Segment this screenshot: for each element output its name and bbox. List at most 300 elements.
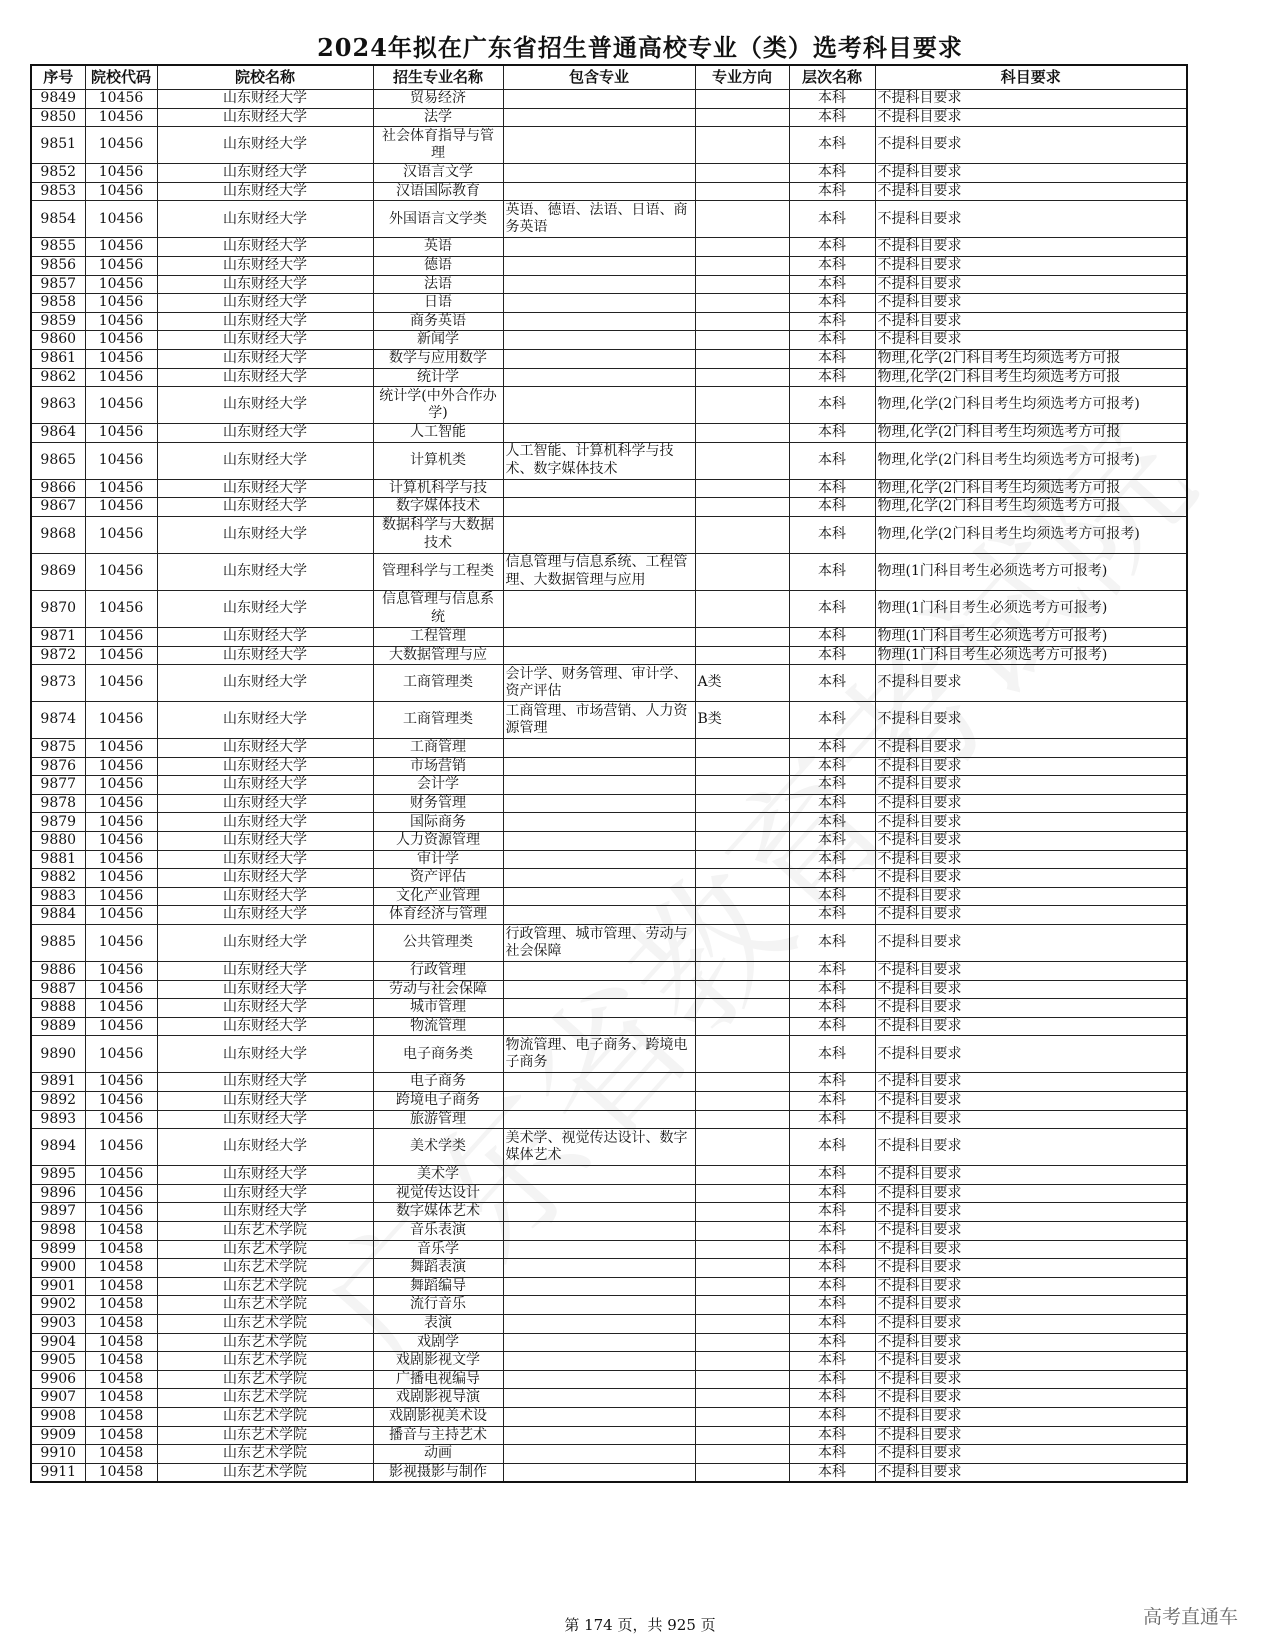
school-name-cell: 山东财经大学 <box>157 1073 373 1092</box>
direction-cell <box>695 980 789 999</box>
included-majors-cell <box>503 1445 695 1464</box>
header-included-majors: 包含专业 <box>503 65 695 90</box>
subject-requirement-cell: 不提科目要求 <box>875 1166 1187 1185</box>
direction-cell <box>695 1110 789 1129</box>
seq-cell: 9911 <box>31 1463 85 1482</box>
subject-requirement-cell: 不提科目要求 <box>875 1259 1187 1278</box>
direction-cell <box>695 1314 789 1333</box>
included-majors-cell <box>503 479 695 498</box>
included-majors-cell <box>503 238 695 257</box>
major-name-cell: 音乐学 <box>373 1240 503 1259</box>
direction-cell <box>695 962 789 981</box>
header-school-code: 院校代码 <box>85 65 157 90</box>
included-majors-cell <box>503 1092 695 1111</box>
header-seq: 序号 <box>31 65 85 90</box>
table-row <box>31 1073 1187 1092</box>
direction-cell <box>695 1073 789 1092</box>
seq-cell: 9857 <box>31 275 85 294</box>
major-name-cell: 工商管理类 <box>373 702 503 739</box>
seq-cell: 9863 <box>31 387 85 424</box>
seq-cell: 9868 <box>31 516 85 553</box>
seq-cell: 9849 <box>31 90 85 109</box>
school-name-cell: 山东艺术学院 <box>157 1240 373 1259</box>
table-row <box>31 90 1187 109</box>
table-row <box>31 590 1187 627</box>
school-name-cell: 山东财经大学 <box>157 516 373 553</box>
direction-cell <box>695 1277 789 1296</box>
school-code-cell: 10456 <box>85 90 157 109</box>
major-name-cell: 人工智能 <box>373 424 503 443</box>
seq-cell: 9855 <box>31 238 85 257</box>
seq-cell: 9882 <box>31 869 85 888</box>
subject-requirement-cell: 不提科目要求 <box>875 999 1187 1018</box>
school-name-cell: 山东艺术学院 <box>157 1296 373 1315</box>
subject-requirement-cell: 不提科目要求 <box>875 294 1187 313</box>
level-cell: 本科 <box>789 256 875 275</box>
included-majors-cell <box>503 850 695 869</box>
school-code-cell: 10456 <box>85 275 157 294</box>
included-majors-cell: 人工智能、计算机科学与技术、数字媒体技术 <box>503 442 695 479</box>
school-code-cell: 10456 <box>85 1129 157 1166</box>
seq-cell: 9859 <box>31 312 85 331</box>
subject-requirement-cell: 不提科目要求 <box>875 850 1187 869</box>
direction-cell <box>695 813 789 832</box>
level-cell: 本科 <box>789 813 875 832</box>
school-name-cell: 山东财经大学 <box>157 498 373 517</box>
school-name-cell: 山东艺术学院 <box>157 1314 373 1333</box>
header-school-name: 院校名称 <box>157 65 373 90</box>
major-name-cell: 审计学 <box>373 850 503 869</box>
seq-cell: 9896 <box>31 1184 85 1203</box>
level-cell: 本科 <box>789 1426 875 1445</box>
included-majors-cell: 美术学、视觉传达设计、数字媒体艺术 <box>503 1129 695 1166</box>
table-row <box>31 331 1187 350</box>
major-name-cell: 动画 <box>373 1445 503 1464</box>
level-cell: 本科 <box>789 1333 875 1352</box>
school-code-cell: 10456 <box>85 869 157 888</box>
level-cell: 本科 <box>789 1017 875 1036</box>
level-cell: 本科 <box>789 999 875 1018</box>
level-cell: 本科 <box>789 1407 875 1426</box>
major-name-cell: 计算机类 <box>373 442 503 479</box>
seq-cell: 9900 <box>31 1259 85 1278</box>
seq-cell: 9892 <box>31 1092 85 1111</box>
major-name-cell: 工程管理 <box>373 627 503 646</box>
table-row <box>31 1463 1187 1482</box>
school-code-cell: 10456 <box>85 887 157 906</box>
school-name-cell: 山东财经大学 <box>157 1110 373 1129</box>
included-majors-cell: 物流管理、电子商务、跨境电子商务 <box>503 1036 695 1073</box>
subject-requirement-cell: 不提科目要求 <box>875 1017 1187 1036</box>
major-name-cell: 日语 <box>373 294 503 313</box>
direction-cell <box>695 1296 789 1315</box>
major-name-cell: 美术学类 <box>373 1129 503 1166</box>
table-row <box>31 1240 1187 1259</box>
major-name-cell: 社会体育指导与管理 <box>373 127 503 164</box>
included-majors-cell <box>503 108 695 127</box>
table-row <box>31 776 1187 795</box>
school-code-cell: 10456 <box>85 1073 157 1092</box>
table-row <box>31 1277 1187 1296</box>
school-code-cell: 10456 <box>85 1017 157 1036</box>
direction-cell <box>695 1407 789 1426</box>
school-name-cell: 山东财经大学 <box>157 665 373 702</box>
seq-cell: 9910 <box>31 1445 85 1464</box>
table-row <box>31 832 1187 851</box>
subject-requirement-cell: 不提科目要求 <box>875 331 1187 350</box>
subject-requirement-cell: 不提科目要求 <box>875 1296 1187 1315</box>
included-majors-cell <box>503 1407 695 1426</box>
school-code-cell: 10456 <box>85 906 157 925</box>
seq-cell: 9898 <box>31 1221 85 1240</box>
table-row <box>31 1314 1187 1333</box>
direction-cell: B类 <box>695 702 789 739</box>
subject-requirement-cell: 不提科目要求 <box>875 869 1187 888</box>
major-name-cell: 商务英语 <box>373 312 503 331</box>
direction-cell <box>695 850 789 869</box>
school-code-cell: 10456 <box>85 590 157 627</box>
seq-cell: 9860 <box>31 331 85 350</box>
level-cell: 本科 <box>789 516 875 553</box>
direction-cell <box>695 1129 789 1166</box>
school-name-cell: 山东财经大学 <box>157 1017 373 1036</box>
included-majors-cell: 工商管理、市场营销、人力资源管理 <box>503 702 695 739</box>
table-row <box>31 850 1187 869</box>
included-majors-cell <box>503 387 695 424</box>
direction-cell <box>695 776 789 795</box>
table-row <box>31 127 1187 164</box>
direction-cell <box>695 887 789 906</box>
included-majors-cell: 行政管理、城市管理、劳动与社会保障 <box>503 925 695 962</box>
seq-cell: 9873 <box>31 665 85 702</box>
table-row <box>31 256 1187 275</box>
school-name-cell: 山东财经大学 <box>157 256 373 275</box>
school-code-cell: 10456 <box>85 627 157 646</box>
direction-cell <box>695 1445 789 1464</box>
school-code-cell: 10456 <box>85 665 157 702</box>
subject-requirement-cell: 不提科目要求 <box>875 90 1187 109</box>
school-code-cell: 10456 <box>85 702 157 739</box>
school-code-cell: 10456 <box>85 442 157 479</box>
major-name-cell: 汉语言文学 <box>373 164 503 183</box>
school-code-cell: 10456 <box>85 1184 157 1203</box>
major-name-cell: 体育经济与管理 <box>373 906 503 925</box>
direction-cell <box>695 164 789 183</box>
seq-cell: 9866 <box>31 479 85 498</box>
included-majors-cell <box>503 331 695 350</box>
seq-cell: 9902 <box>31 1296 85 1315</box>
major-name-cell: 劳动与社会保障 <box>373 980 503 999</box>
seq-cell: 9884 <box>31 906 85 925</box>
seq-cell: 9877 <box>31 776 85 795</box>
level-cell: 本科 <box>789 1296 875 1315</box>
major-name-cell: 市场营销 <box>373 757 503 776</box>
school-name-cell: 山东财经大学 <box>157 850 373 869</box>
direction-cell <box>695 832 789 851</box>
subject-requirement-cell: 不提科目要求 <box>875 887 1187 906</box>
seq-cell: 9907 <box>31 1389 85 1408</box>
included-majors-cell: 会计学、财务管理、审计学、资产评估 <box>503 665 695 702</box>
table-row <box>31 1166 1187 1185</box>
major-name-cell: 财务管理 <box>373 794 503 813</box>
subject-requirement-cell: 物理,化学(2门科目考生均须选考方可报考) <box>875 387 1187 424</box>
subject-requirement-cell: 不提科目要求 <box>875 1389 1187 1408</box>
direction-cell <box>695 925 789 962</box>
direction-cell <box>695 869 789 888</box>
table-row <box>31 498 1187 517</box>
seq-cell: 9883 <box>31 887 85 906</box>
school-name-cell: 山东财经大学 <box>157 906 373 925</box>
level-cell: 本科 <box>789 312 875 331</box>
table-row <box>31 424 1187 443</box>
school-code-cell: 10458 <box>85 1370 157 1389</box>
school-name-cell: 山东财经大学 <box>157 442 373 479</box>
level-cell: 本科 <box>789 294 875 313</box>
school-code-cell: 10458 <box>85 1352 157 1371</box>
subject-requirement-cell: 不提科目要求 <box>875 702 1187 739</box>
requirements-table <box>30 64 1188 1483</box>
major-name-cell: 英语 <box>373 238 503 257</box>
subject-requirement-cell: 不提科目要求 <box>875 238 1187 257</box>
school-code-cell: 10456 <box>85 164 157 183</box>
included-majors-cell <box>503 1333 695 1352</box>
school-name-cell: 山东财经大学 <box>157 553 373 590</box>
included-majors-cell <box>503 1296 695 1315</box>
page-number: 第 174 页，共 925 页 <box>564 1616 716 1634</box>
school-code-cell: 10456 <box>85 1110 157 1129</box>
school-name-cell: 山东财经大学 <box>157 627 373 646</box>
school-name-cell: 山东艺术学院 <box>157 1352 373 1371</box>
direction-cell <box>695 1463 789 1482</box>
subject-requirement-cell: 物理,化学(2门科目考生均须选考方可报 <box>875 479 1187 498</box>
level-cell: 本科 <box>789 1110 875 1129</box>
major-name-cell: 统计学(中外合作办学) <box>373 387 503 424</box>
level-cell: 本科 <box>789 90 875 109</box>
school-code-cell: 10456 <box>85 832 157 851</box>
subject-requirement-cell: 不提科目要求 <box>875 275 1187 294</box>
seq-cell: 9874 <box>31 702 85 739</box>
seq-cell: 9908 <box>31 1407 85 1426</box>
header-level: 层次名称 <box>789 65 875 90</box>
major-name-cell: 戏剧影视文学 <box>373 1352 503 1371</box>
level-cell: 本科 <box>789 1240 875 1259</box>
school-code-cell: 10456 <box>85 331 157 350</box>
included-majors-cell <box>503 1463 695 1482</box>
school-name-cell: 山东财经大学 <box>157 275 373 294</box>
major-name-cell: 电子商务 <box>373 1073 503 1092</box>
subject-requirement-cell: 物理,化学(2门科目考生均须选考方可报 <box>875 349 1187 368</box>
table-row <box>31 1352 1187 1371</box>
school-name-cell: 山东财经大学 <box>157 887 373 906</box>
major-name-cell: 数字媒体技术 <box>373 498 503 517</box>
level-cell: 本科 <box>789 1036 875 1073</box>
school-name-cell: 山东艺术学院 <box>157 1370 373 1389</box>
included-majors-cell <box>503 1259 695 1278</box>
table-row <box>31 182 1187 201</box>
school-name-cell: 山东财经大学 <box>157 238 373 257</box>
level-cell: 本科 <box>789 1259 875 1278</box>
seq-cell: 9867 <box>31 498 85 517</box>
subject-requirement-cell: 不提科目要求 <box>875 1036 1187 1073</box>
seq-cell: 9852 <box>31 164 85 183</box>
included-majors-cell <box>503 294 695 313</box>
included-majors-cell <box>503 980 695 999</box>
major-name-cell: 汉语国际教育 <box>373 182 503 201</box>
table-row <box>31 627 1187 646</box>
level-cell: 本科 <box>789 1221 875 1240</box>
direction-cell <box>695 739 789 758</box>
level-cell: 本科 <box>789 349 875 368</box>
subject-requirement-cell: 不提科目要求 <box>875 256 1187 275</box>
school-name-cell: 山东艺术学院 <box>157 1389 373 1408</box>
subject-requirement-cell: 不提科目要求 <box>875 739 1187 758</box>
direction-cell <box>695 294 789 313</box>
school-code-cell: 10458 <box>85 1259 157 1278</box>
level-cell: 本科 <box>789 665 875 702</box>
seq-cell: 9906 <box>31 1370 85 1389</box>
direction-cell <box>695 1203 789 1222</box>
level-cell: 本科 <box>789 757 875 776</box>
level-cell: 本科 <box>789 1370 875 1389</box>
table-row <box>31 962 1187 981</box>
level-cell: 本科 <box>789 962 875 981</box>
table-row <box>31 1036 1187 1073</box>
direction-cell <box>695 1240 789 1259</box>
direction-cell <box>695 387 789 424</box>
major-name-cell: 行政管理 <box>373 962 503 981</box>
seq-cell: 9851 <box>31 127 85 164</box>
seq-cell: 9865 <box>31 442 85 479</box>
seq-cell: 9891 <box>31 1073 85 1092</box>
direction-cell <box>695 424 789 443</box>
header-major-name: 招生专业名称 <box>373 65 503 90</box>
school-code-cell: 10456 <box>85 108 157 127</box>
level-cell: 本科 <box>789 794 875 813</box>
school-code-cell: 10458 <box>85 1221 157 1240</box>
school-code-cell: 10456 <box>85 925 157 962</box>
seq-cell: 9871 <box>31 627 85 646</box>
subject-requirement-cell: 不提科目要求 <box>875 108 1187 127</box>
school-name-cell: 山东财经大学 <box>157 590 373 627</box>
table-row <box>31 349 1187 368</box>
level-cell: 本科 <box>789 925 875 962</box>
school-code-cell: 10458 <box>85 1296 157 1315</box>
direction-cell <box>695 1036 789 1073</box>
school-code-cell: 10456 <box>85 850 157 869</box>
table-row <box>31 275 1187 294</box>
subject-requirement-cell: 不提科目要求 <box>875 1352 1187 1371</box>
level-cell: 本科 <box>789 1203 875 1222</box>
major-name-cell: 戏剧学 <box>373 1333 503 1352</box>
school-name-cell: 山东财经大学 <box>157 1184 373 1203</box>
table-row <box>31 238 1187 257</box>
level-cell: 本科 <box>789 1352 875 1371</box>
subject-requirement-cell: 不提科目要求 <box>875 1092 1187 1111</box>
school-name-cell: 山东财经大学 <box>157 331 373 350</box>
major-name-cell: 物流管理 <box>373 1017 503 1036</box>
school-code-cell: 10456 <box>85 1166 157 1185</box>
direction-cell <box>695 794 789 813</box>
table-row <box>31 869 1187 888</box>
seq-cell: 9894 <box>31 1129 85 1166</box>
school-code-cell: 10458 <box>85 1463 157 1482</box>
direction-cell <box>695 757 789 776</box>
subject-requirement-cell: 不提科目要求 <box>875 1463 1187 1482</box>
school-name-cell: 山东艺术学院 <box>157 1277 373 1296</box>
subject-requirement-cell: 物理,化学(2门科目考生均须选考方可报考) <box>875 516 1187 553</box>
seq-cell: 9878 <box>31 794 85 813</box>
school-code-cell: 10456 <box>85 498 157 517</box>
school-code-cell: 10456 <box>85 813 157 832</box>
school-code-cell: 10456 <box>85 182 157 201</box>
subject-requirement-cell: 不提科目要求 <box>875 182 1187 201</box>
table-row <box>31 1110 1187 1129</box>
school-name-cell: 山东财经大学 <box>157 182 373 201</box>
school-name-cell: 山东财经大学 <box>157 646 373 665</box>
direction-cell <box>695 275 789 294</box>
included-majors-cell: 信息管理与信息系统、工程管理、大数据管理与应用 <box>503 553 695 590</box>
seq-cell: 9905 <box>31 1352 85 1371</box>
table-row <box>31 925 1187 962</box>
subject-requirement-cell: 不提科目要求 <box>875 1129 1187 1166</box>
school-code-cell: 10456 <box>85 387 157 424</box>
school-code-cell: 10458 <box>85 1333 157 1352</box>
direction-cell <box>695 1370 789 1389</box>
major-name-cell: 统计学 <box>373 368 503 387</box>
page-title: 2024年拟在广东省招生普通高校专业（类）选考科目要求 <box>317 33 963 62</box>
school-code-cell: 10456 <box>85 739 157 758</box>
major-name-cell: 外国语言文学类 <box>373 201 503 238</box>
school-code-cell: 10458 <box>85 1389 157 1408</box>
included-majors-cell <box>503 906 695 925</box>
school-name-cell: 山东艺术学院 <box>157 1407 373 1426</box>
subject-requirement-cell: 不提科目要求 <box>875 1370 1187 1389</box>
major-name-cell: 公共管理类 <box>373 925 503 962</box>
school-code-cell: 10456 <box>85 368 157 387</box>
school-code-cell: 10456 <box>85 1203 157 1222</box>
seq-cell: 9856 <box>31 256 85 275</box>
table-row <box>31 1203 1187 1222</box>
subject-requirement-cell: 不提科目要求 <box>875 1407 1187 1426</box>
included-majors-cell <box>503 757 695 776</box>
included-majors-cell <box>503 1370 695 1389</box>
level-cell: 本科 <box>789 627 875 646</box>
school-name-cell: 山东财经大学 <box>157 1129 373 1166</box>
subject-requirement-cell: 不提科目要求 <box>875 1314 1187 1333</box>
included-majors-cell <box>503 1352 695 1371</box>
major-name-cell: 计算机科学与技 <box>373 479 503 498</box>
major-name-cell: 会计学 <box>373 776 503 795</box>
subject-requirement-cell: 物理(1门科目考生必须选考方可报考) <box>875 627 1187 646</box>
school-code-cell: 10456 <box>85 553 157 590</box>
subject-requirement-cell: 不提科目要求 <box>875 925 1187 962</box>
level-cell: 本科 <box>789 646 875 665</box>
school-code-cell: 10456 <box>85 424 157 443</box>
included-majors-cell <box>503 349 695 368</box>
level-cell: 本科 <box>789 832 875 851</box>
table-row <box>31 312 1187 331</box>
included-majors-cell <box>503 1184 695 1203</box>
subject-requirement-cell: 不提科目要求 <box>875 832 1187 851</box>
table-row <box>31 387 1187 424</box>
school-code-cell: 10456 <box>85 776 157 795</box>
level-cell: 本科 <box>789 1314 875 1333</box>
school-code-cell: 10456 <box>85 794 157 813</box>
direction-cell <box>695 368 789 387</box>
seq-cell: 9893 <box>31 1110 85 1129</box>
included-majors-cell <box>503 424 695 443</box>
subject-requirement-cell: 不提科目要求 <box>875 1203 1187 1222</box>
